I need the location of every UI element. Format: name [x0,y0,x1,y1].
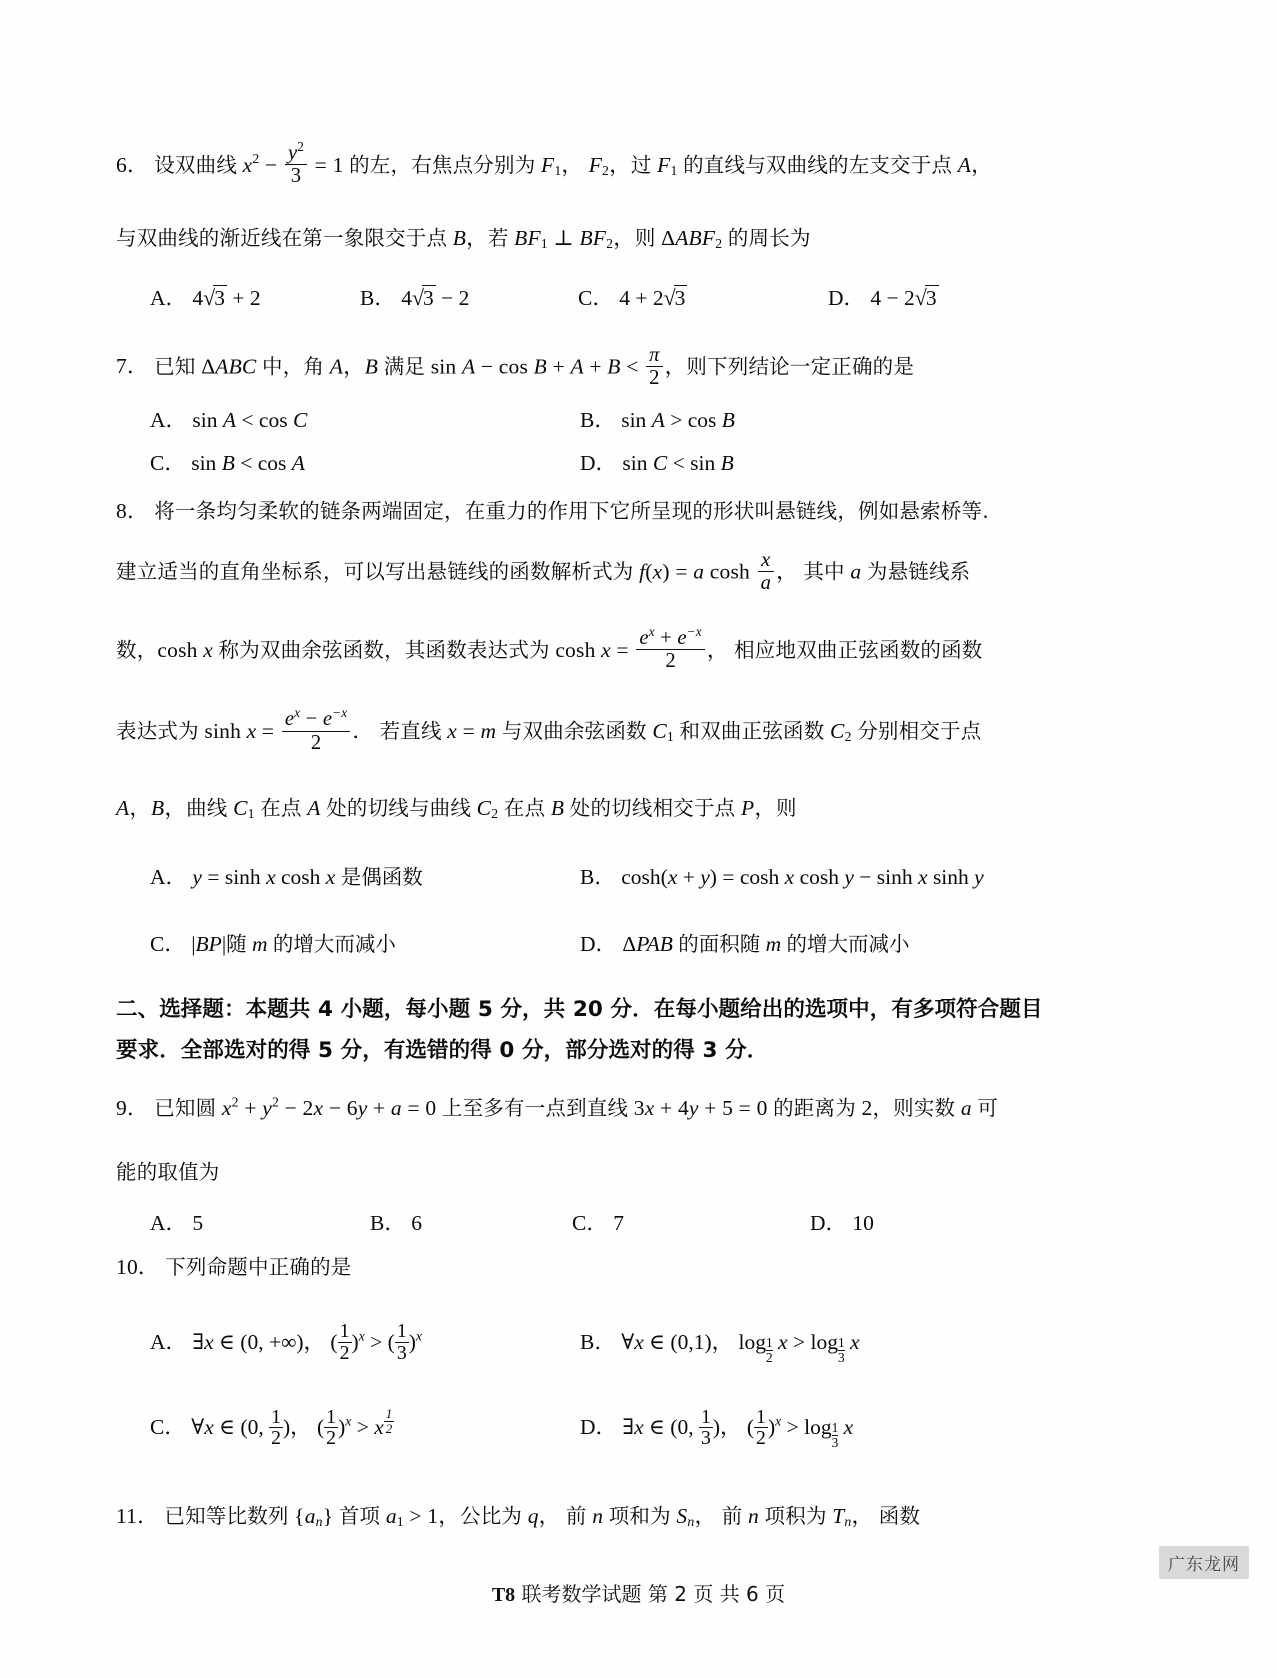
question-8-options-row1 [116,856,1096,899]
question-6-option-a[interactable]: A． 4√3 + 2 [150,284,261,310]
question-8-option-b[interactable]: B． cosh(x + y) = cosh x cosh y − sinh x sinh y [580,865,984,890]
question-10-option-c[interactable]: C． ∀x ∈ (0, $\frac{1}{2}$ )， ( $\frac{1}{2}$ )$^x$ > x $^{\frac{1}{2}}$ [150,1405,393,1450]
question-8 [116,491,1096,830]
question-10-line-1: 10． 下列命题中正确的是 [116,1247,1096,1289]
question-9-option-b[interactable]: B． 6 [370,1210,422,1235]
question-8-line-3: 数，cosh x 称为双曲余弦函数，其函数表达式为 cosh x = $\frac{e^x + e^{-x}}{2}$ ， 相应地双曲正弦函数的函数 [116,623,983,673]
question-10 [116,1247,1096,1289]
question-7-number: 7． [116,354,149,379]
question-9-line-1: 9． 已知圆 $x^2 + y^2 - 2x - 6y + a = 0$ 上至多有一点到直线 3x + 4y + 5 = 0 的距离为 2，则实数 a 可 [116,1088,1096,1130]
question-6-line-1: 6． 设双曲线 $x^2$ − $\frac{y^2}{3}$ = 1 的左，右焦点分别为 $F_1$， $F_2$，过 $F_1$ 的直线与双曲线的左支交于点 A， [116,139,993,188]
question-8-option-d[interactable]: D． ΔPAB 的面积随 m 的增大而减小 [580,932,910,957]
question-8-option-c[interactable]: C． |BP|随 m 的增大而减小 [150,932,396,957]
question-6-number: 6． [116,152,149,177]
question-8-line-2: 建立适当的直角坐标系，可以写出悬链线的函数解析式为 f(x) = a cosh $\frac{x}{a}$ ， 其中 a 为悬链线系 [116,549,971,595]
question-8-number: 8． [116,499,149,524]
question-6-options [116,276,1096,320]
question-6-option-d[interactable]: D． 4 − 2√3 [828,284,937,310]
question-7-option-d[interactable]: D． sin C < sin B [580,451,734,476]
question-9-options [116,1202,1096,1245]
question-6-option-c[interactable]: C． 4 + 2√3 [578,284,686,310]
exam-content [116,140,1096,1540]
section-header-line-2: 要求．全部选对的得 5 分，有选错的得 0 分，部分选对的得 3 分． [116,1038,769,1064]
question-7-option-a[interactable]: A． sin A < cos C [150,408,308,433]
question-8-line-1: 8． 将一条均匀柔软的链条两端固定，在重力的作用下它所呈现的形状叫悬链线，例如悬索桥等. [116,491,1096,533]
question-7-options-row2 [116,442,1096,485]
question-9-line-2: 能的取值为 [116,1160,220,1184]
question-6 [116,140,1096,260]
question-7-option-c[interactable]: C． sin B < cos A [150,451,305,476]
question-7-option-b[interactable]: B． sin A > cos B [580,408,735,433]
question-10-option-a[interactable]: A． ∃x ∈ (0, +∞)， ( $\frac{1}{2}$ )$^x$ > ( $\frac{1}{3}$ )$^x$ [150,1319,422,1364]
section-header [116,992,1096,1070]
question-7-options-row1 [116,399,1096,442]
question-6-option-b[interactable]: B． 4√3 − 2 [360,284,470,310]
footer-exam-code: T8 [491,1584,516,1606]
question-11-number: 11． [116,1504,159,1529]
question-7-line-1: 7． 已知 ΔABC 中，角 A，B 满足 sin A − cos B + A + B < $\frac{\pi}{2}$ ，则下列结论一定正确的是 [116,343,915,389]
question-8-options-row2 [116,923,1096,966]
question-9-option-d[interactable]: D． 10 [810,1210,874,1235]
question-10-number: 10． [116,1254,160,1279]
question-10-options-row1 [116,1321,1096,1365]
question-10-options-row2 [116,1406,1096,1450]
question-9-number: 9． [116,1096,149,1121]
question-8-line-4: 表达式为 sinh x = $\frac{e^x - e^{-x}}{2}$ ． 若直线 x = m 与双曲余弦函数 $C_1$ 和双曲正弦函数 $C_2$ 分别相交于点 [116,705,982,754]
question-11 [116,1496,1096,1538]
question-10-option-d[interactable]: D． ∃x ∈ (0, $\frac{1}{3}$ )， ( $\frac{1}{2}$ )$^x$ > log $\frac{1}{3}$ x [580,1405,854,1451]
question-6-line-2: 与双曲线的渐近线在第一象限交于点 B，若 $BF_1$ ⊥ $BF_2$，则 $\Delta ABF_2$ 的周长为 [116,225,811,251]
question-9-option-c[interactable]: C． 7 [572,1210,624,1235]
question-9-option-a[interactable]: A． 5 [150,1210,204,1235]
watermark-badge: 广东龙网 [1159,1546,1249,1579]
question-8-line-5: A，B，曲线 $C_1$ 在点 A 处的切线与曲线 $C_2$ 在点 B 处的切线相交于点 P，则 [116,796,797,822]
footer-text: 联考数学试题 第 2 页 共 6 页 [521,1582,786,1606]
question-11-line-1: 11． 已知等比数列 $\{a_n\}$ 首项 $a_1 > 1$，公比为 q， 前 n 项和为 $S_n$， 前 n 项积为 $T_n$， 函数 [116,1496,1096,1538]
question-8-option-a[interactable]: A． y = sinh x cosh x 是偶函数 [150,865,423,890]
section-header-line-1: 二、选择题：本题共 4 小题，每小题 5 分，共 20 分．在每小题给出的选项中，有多项符合题目 [116,997,1043,1023]
question-7 [116,344,1096,390]
question-10-option-b[interactable]: B． ∀x ∈ (0,1)， log $\frac{1}{2}$ x > log $\frac{1}{3}$ x [580,1329,860,1365]
page-footer [0,1578,1277,1607]
question-9 [116,1088,1096,1194]
